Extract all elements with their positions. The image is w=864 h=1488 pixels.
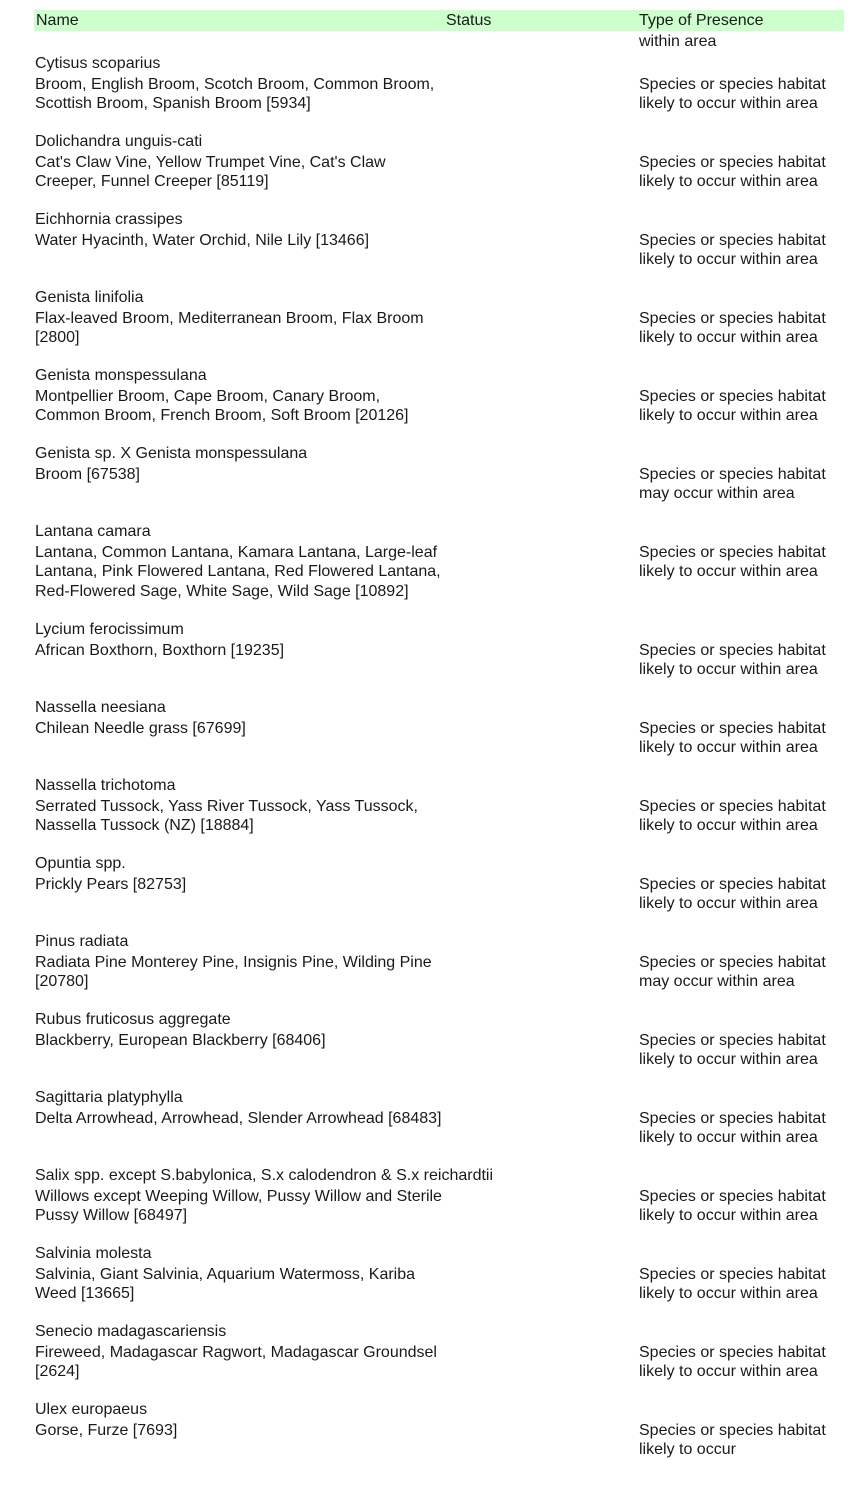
type-of-presence: Species or species habitat likely to occur within area [639, 1188, 826, 1225]
scientific-name: Genista linifolia [35, 289, 144, 306]
common-names: Chilean Needle grass [67699] [35, 720, 246, 737]
common-names: Cat's Claw Vine, Yellow Trumpet Vine, Cat's Claw Creeper, Funnel Creeper [85119] [35, 154, 386, 191]
type-of-presence: Species or species habitat likely to occur within area [639, 1032, 826, 1069]
type-of-presence: Species or species habitat likely to occur within area [639, 642, 826, 679]
type-of-presence: Species or species habitat likely to occur within area [639, 720, 826, 757]
scientific-name: Nassella neesiana [35, 699, 166, 716]
common-names: Water Hyacinth, Water Orchid, Nile Lily [13466] [35, 232, 370, 249]
common-names: Fireweed, Madagascar Ragwort, Madagascar Groundsel [2624] [35, 1344, 437, 1381]
common-names: Broom [67538] [35, 466, 140, 483]
scientific-name: Lantana camara [35, 523, 151, 540]
type-of-presence: Species or species habitat likely to occur within area [639, 1344, 826, 1381]
common-names: Serrated Tussock, Yass River Tussock, Yass Tussock, Nassella Tussock (NZ) [18884] [35, 798, 418, 835]
common-names: Delta Arrowhead, Arrowhead, Slender Arrowhead [68483] [35, 1110, 442, 1127]
common-names: Radiata Pine Monterey Pine, Insignis Pine, Wilding Pine [20780] [35, 954, 432, 991]
common-names: African Boxthorn, Boxthorn [19235] [35, 642, 285, 659]
common-names: Blackberry, European Blackberry [68406] [35, 1032, 326, 1049]
type-of-presence: Species or species habitat may occur within area [639, 466, 826, 503]
common-names: Montpellier Broom, Cape Broom, Canary Broom, Common Broom, French Broom, Soft Broom [20126] [35, 388, 409, 425]
column-header-status: Status [446, 12, 492, 29]
scientific-name: Rubus fruticosus aggregate [35, 1011, 231, 1028]
type-of-presence: Species or species habitat likely to occur within area [639, 1266, 826, 1303]
type-of-presence: Species or species habitat likely to occur within area [639, 798, 826, 835]
type-of-presence: Species or species habitat likely to occur [639, 1422, 826, 1459]
common-names: Gorse, Furze [7693] [35, 1422, 178, 1439]
scientific-name: Senecio madagascariensis [35, 1323, 227, 1340]
type-of-presence: Species or species habitat likely to occur within area [639, 1110, 826, 1147]
common-names: Lantana, Common Lantana, Kamara Lantana, Large-leaf Lantana, Pink Flowered Lantana, Red Flowered Lantana, Red-Flowered Sage, White Sage, Wild Sage [10892] [35, 544, 441, 600]
common-names: Prickly Pears [82753] [35, 876, 187, 893]
type-of-presence: Species or species habitat likely to occur within area [639, 544, 826, 581]
table-header [34, 10, 844, 31]
scientific-name: Salvinia molesta [35, 1245, 152, 1262]
scientific-name: Genista sp. X Genista monspessulana [35, 445, 308, 462]
common-names: Flax-leaved Broom, Mediterranean Broom, Flax Broom [2800] [35, 310, 424, 347]
common-names: Willows except Weeping Willow, Pussy Willow and Sterile Pussy Willow [68497] [35, 1188, 442, 1225]
carryover-presence-text: within area [639, 33, 717, 50]
common-names: Salvinia, Giant Salvinia, Aquarium Watermoss, Kariba Weed [13665] [35, 1266, 416, 1303]
type-of-presence: Species or species habitat likely to occur within area [639, 876, 826, 913]
type-of-presence: Species or species habitat likely to occur within area [639, 154, 826, 191]
scientific-name: Ulex europaeus [35, 1401, 148, 1418]
scientific-name: Genista monspessulana [35, 367, 207, 384]
type-of-presence: Species or species habitat likely to occur within area [639, 310, 826, 347]
type-of-presence: Species or species habitat may occur within area [639, 954, 826, 991]
scientific-name: Pinus radiata [35, 933, 129, 950]
scientific-name: Dolichandra unguis-cati [35, 133, 203, 150]
common-names: Broom, English Broom, Scotch Broom, Common Broom, Scottish Broom, Spanish Broom [5934] [35, 76, 435, 113]
type-of-presence: Species or species habitat likely to occur within area [639, 76, 826, 113]
type-of-presence: Species or species habitat likely to occur within area [639, 388, 826, 425]
scientific-name: Nassella trichotoma [35, 777, 176, 794]
column-header-name: Name [36, 12, 79, 29]
scientific-name: Salix spp. except S.babylonica, S.x calodendron & S.x reichardtii [35, 1167, 494, 1184]
scientific-name: Eichhornia crassipes [35, 211, 183, 228]
type-of-presence: Species or species habitat likely to occur within area [639, 232, 826, 269]
scientific-name: Opuntia spp. [35, 855, 126, 872]
scientific-name: Lycium ferocissimum [35, 621, 184, 638]
scientific-name: Sagittaria platyphylla [35, 1089, 183, 1106]
column-header-type-of-presence: Type of Presence [639, 12, 764, 29]
scientific-name: Cytisus scoparius [35, 55, 161, 72]
